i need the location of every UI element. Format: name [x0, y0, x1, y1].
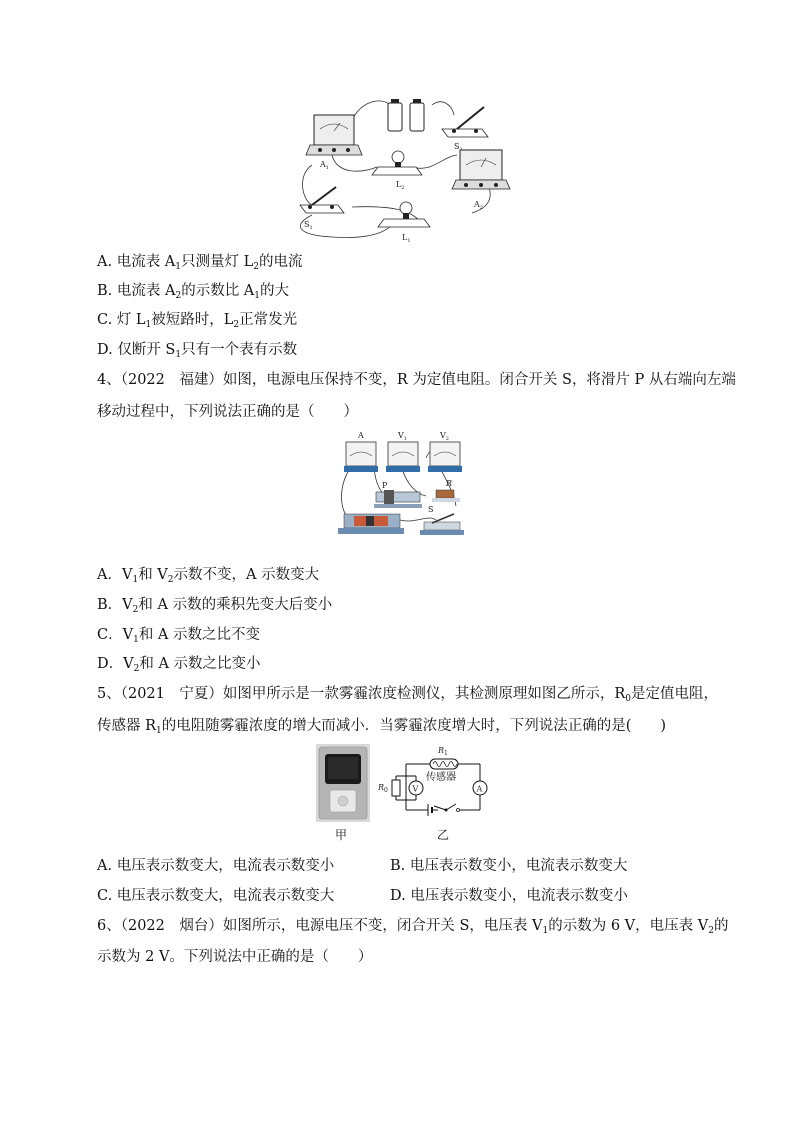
svg-text:L1: $L_1$ — [402, 233, 411, 244]
rheostat-p — [374, 481, 422, 508]
q5-option-a: A. 电压表示数变大，电流表示数变小 — [97, 858, 335, 874]
q3-circuit-figure — [292, 95, 522, 245]
resistor-r0 — [392, 780, 400, 796]
svg-text:A1: $A_1$ — [320, 160, 329, 171]
q5-option-b: B. 电压表示数变小，电流表示数变大 — [390, 858, 628, 874]
q3-option-a: A. 电流表 $A_1$只测量灯 $L_2$的电流 — [97, 254, 303, 272]
svg-text:S1: $S_1$ — [304, 220, 313, 231]
switch-s — [420, 505, 464, 535]
svg-text:S2: S — [454, 142, 460, 151]
svg-text:A2: $A_2$ — [474, 200, 483, 211]
q6-stem-line2: 示数为 2 V。下列说法中正确的是（ ） — [97, 949, 373, 965]
svg-text:V1: $V_1$ — [398, 431, 407, 442]
q4-circuit-figure — [336, 428, 466, 540]
svg-text:R1: $R_1$ — [438, 746, 448, 757]
switch-s2 — [442, 107, 488, 153]
svg-text:P: P — [382, 481, 388, 490]
q5-circuit-diagram — [376, 742, 494, 826]
svg-text:传感器: 传感器 — [426, 772, 456, 783]
svg-text:A: A — [358, 431, 364, 440]
svg-text:R: R — [446, 479, 453, 488]
battery-holder — [338, 514, 404, 534]
caption-jia: 甲 — [335, 828, 348, 842]
resistor-r — [432, 479, 460, 502]
q3-option-d: D. 仅断开 $S_1$只有一个表有示数 — [97, 342, 298, 360]
lamp-l2 — [372, 151, 422, 191]
battery-pair — [388, 99, 424, 131]
svg-text:A: A — [476, 784, 483, 794]
ammeter-a1 — [306, 115, 362, 171]
svg-text:S: S — [428, 505, 434, 514]
q4-option-c: C．$V_1$和 A 示数之比不变 — [97, 627, 261, 645]
switch-s1 — [300, 187, 344, 231]
q5-option-d: D. 电压表示数变小，电流表示数变小 — [390, 888, 628, 904]
svg-text:V: V — [412, 784, 419, 794]
smog-detector-photo — [316, 744, 370, 822]
q4-stem-line1: 4、（2022 福建）如图，电源电压保持不变，R 为定值电阻。闭合开关 S，将滑片 P 从右端向左端 — [97, 372, 736, 388]
voltmeter-v2 — [428, 431, 462, 472]
ammeter-symbol — [473, 781, 487, 795]
sensor-r1 — [426, 746, 458, 783]
ammeter-a2 — [452, 150, 510, 211]
caption-yi: 乙 — [437, 828, 450, 842]
voltmeter-symbol — [409, 781, 423, 795]
q5-stem-line1: 5、（2021 宁夏）如图甲所示是一款雾霾浓度检测仪，其检测原理如图乙所示，$R_0$是定值电阻， — [97, 686, 719, 704]
voltmeter-v1 — [386, 431, 420, 472]
switch-symbol — [445, 804, 460, 812]
svg-text:L2: $L_2$ — [396, 180, 405, 191]
q5-option-c: C. 电压表示数变大，电流表示数变大 — [97, 888, 335, 904]
svg-text:V2: $V_2$ — [440, 431, 449, 442]
lamp-l1 — [378, 202, 430, 244]
ammeter-a — [344, 431, 378, 472]
q3-option-c: C. 灯 $L_1$被短路时，$L_2$正常发光 — [97, 312, 298, 330]
q4-stem-line2: 移动过程中，下列说法正确的是（ ） — [97, 404, 358, 420]
q6-stem-line1: 6、（2022 烟台）如图所示，电源电压不变，闭合开关 S，电压表 $V_1$的示数为 6 V，电压表 $V_2$的 — [97, 918, 729, 936]
q5-stem-line2: 传感器 $R_1$的电阻随雾霾浓度的增大而减小．当雾霾浓度增大时，下列说法正确的是( ) — [97, 718, 667, 736]
q4-option-d: D．$V_2$和 A 示数之比变小 — [97, 656, 261, 674]
svg-text:R0: $R_0$ — [378, 783, 388, 794]
q4-option-b: B．$V_2$和 A 示数的乘积先变大后变小 — [97, 597, 333, 615]
q4-option-a: A．$V_1$和 $V_2$示数不变，A 示数变大 — [97, 567, 320, 585]
q3-option-b: B. 电流表 $A_2$的示数比 $A_1$的大 — [97, 283, 290, 301]
battery-symbol — [428, 804, 432, 816]
